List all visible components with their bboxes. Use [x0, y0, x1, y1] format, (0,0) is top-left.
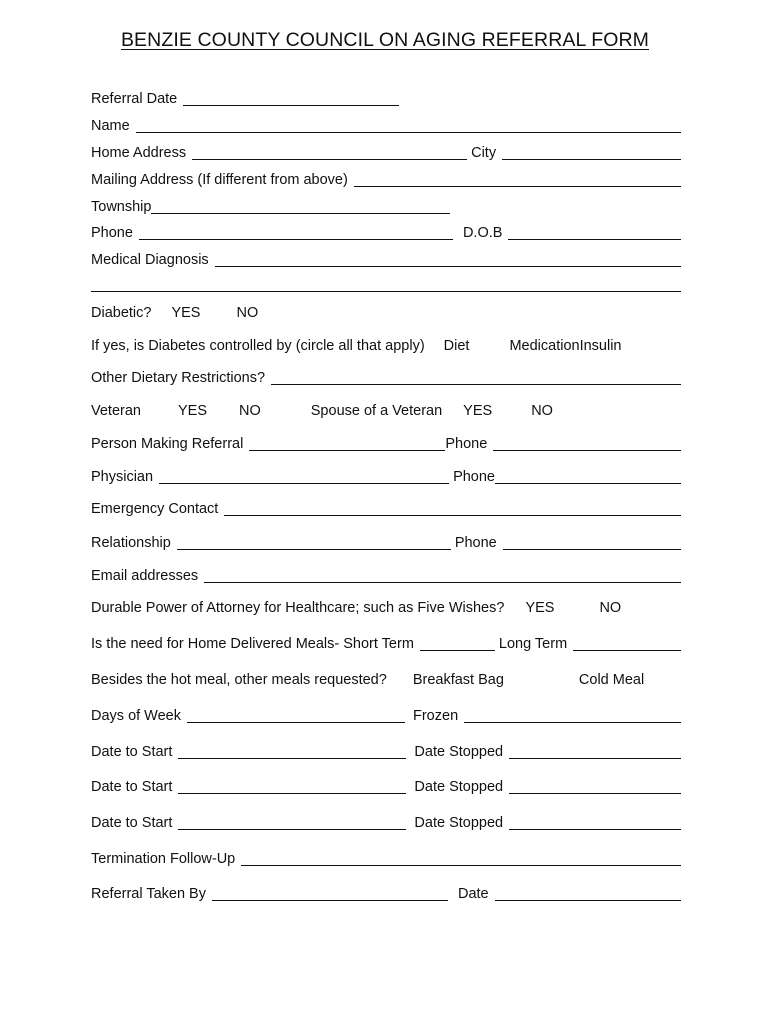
- physician-field[interactable]: [159, 470, 449, 484]
- phone-label: Phone: [91, 225, 133, 241]
- mailing-address-label: Mailing Address (If different from above): [91, 172, 348, 188]
- row-physician: [91, 466, 681, 486]
- row-home-address: [91, 142, 681, 162]
- breakfast-bag-option[interactable]: Breakfast Bag: [412, 672, 504, 688]
- medical-diagnosis-label: Medical Diagnosis: [91, 252, 209, 268]
- referral-date-field[interactable]: [183, 92, 399, 106]
- date-to-start-field-3[interactable]: [178, 816, 406, 830]
- veteran-no-option[interactable]: NO: [239, 403, 261, 419]
- person-making-referral-field[interactable]: [249, 437, 445, 451]
- other-dietary-label: Other Dietary Restrictions?: [91, 370, 266, 386]
- row-referral-date: [91, 88, 681, 108]
- date-to-start-field-2[interactable]: [178, 780, 406, 794]
- mailing-address-field[interactable]: [354, 173, 681, 187]
- row-date-to-start-2: [91, 776, 681, 796]
- poa-no-option[interactable]: NO: [599, 600, 622, 616]
- date-stopped-field-3[interactable]: [509, 816, 681, 830]
- short-term-field[interactable]: [420, 637, 495, 651]
- row-durable-poa: [91, 597, 681, 617]
- row-relationship: [91, 532, 681, 552]
- referrer-phone-field[interactable]: [493, 437, 681, 451]
- diabetic-label: Diabetic?: [91, 305, 152, 321]
- township-field[interactable]: [151, 200, 450, 214]
- referral-date-label: Referral Date: [91, 91, 178, 107]
- home-address-field[interactable]: [192, 146, 467, 160]
- diabetes-controlled-label: If yes, is Diabetes controlled by (circle all that apply): [91, 338, 425, 354]
- date-stopped-label: Date Stopped: [414, 744, 504, 760]
- durable-poa-label: Durable Power of Attorney for Healthcare; such as Five Wishes?: [91, 600, 505, 616]
- row-date-to-start-3: [91, 812, 681, 832]
- relationship-label: Relationship: [91, 535, 171, 551]
- date-to-start-label: Date to Start: [91, 779, 173, 795]
- spouse-veteran-no-option[interactable]: NO: [531, 403, 553, 419]
- date-stopped-label: Date Stopped: [414, 779, 504, 795]
- medical-diagnosis-field-line2[interactable]: [91, 278, 681, 292]
- physician-phone-label: Phone: [453, 469, 495, 485]
- medical-diagnosis-field[interactable]: [215, 253, 681, 267]
- row-date-to-start-1: [91, 741, 681, 761]
- person-making-referral-label: Person Making Referral: [91, 436, 244, 452]
- city-label: City: [471, 145, 497, 161]
- home-address-label: Home Address: [91, 145, 187, 161]
- referrer-phone-label: Phone: [445, 436, 488, 452]
- date-stopped-field-2[interactable]: [509, 780, 681, 794]
- emergency-contact-field[interactable]: [224, 502, 681, 516]
- days-of-week-label: Days of Week: [91, 708, 181, 724]
- emergency-contact-label: Emergency Contact: [91, 501, 219, 517]
- date-to-start-label: Date to Start: [91, 744, 173, 760]
- relationship-phone-field[interactable]: [503, 536, 681, 550]
- row-email: [91, 565, 681, 585]
- physician-phone-field[interactable]: [495, 470, 681, 484]
- name-label: Name: [91, 118, 130, 134]
- frozen-label: Frozen: [413, 708, 459, 724]
- row-referral-taken-by: [91, 883, 681, 903]
- row-emergency-contact: [91, 498, 681, 518]
- name-field[interactable]: [136, 119, 681, 133]
- row-township: [91, 196, 681, 216]
- row-diabetes-controlled: [91, 335, 681, 355]
- dob-field[interactable]: [508, 226, 681, 240]
- row-person-making-referral: [91, 433, 681, 453]
- row-veteran: [91, 400, 681, 420]
- email-addresses-label: Email addresses: [91, 568, 199, 584]
- taken-date-label: Date: [457, 886, 489, 902]
- row-mailing-address: [91, 169, 681, 189]
- relationship-field[interactable]: [177, 536, 451, 550]
- termination-followup-field[interactable]: [241, 852, 681, 866]
- city-field[interactable]: [502, 146, 681, 160]
- row-other-dietary: [91, 367, 681, 387]
- row-termination-followup: [91, 848, 681, 868]
- veteran-yes-option[interactable]: YES: [178, 403, 208, 419]
- physician-label: Physician: [91, 469, 154, 485]
- home-delivered-meals-label: Is the need for Home Delivered Meals- Short Term: [91, 636, 414, 652]
- row-days-of-week: [91, 705, 681, 725]
- date-to-start-field-1[interactable]: [178, 745, 406, 759]
- row-other-meals: [91, 669, 681, 689]
- medication-option[interactable]: Medication: [509, 338, 580, 354]
- taken-date-field[interactable]: [495, 887, 681, 901]
- relationship-phone-label: Phone: [454, 535, 497, 551]
- spouse-veteran-label: Spouse of a Veteran: [310, 403, 443, 419]
- veteran-label: Veteran: [91, 403, 141, 419]
- long-term-field[interactable]: [573, 637, 681, 651]
- other-meals-label: Besides the hot meal, other meals requested?: [91, 672, 387, 688]
- referral-taken-by-field[interactable]: [212, 887, 448, 901]
- email-addresses-field[interactable]: [204, 569, 681, 583]
- long-term-label: Long Term: [498, 636, 568, 652]
- diabetic-no-option[interactable]: NO: [236, 305, 259, 321]
- termination-followup-label: Termination Follow-Up: [91, 851, 236, 867]
- row-medical-diagnosis-continued: [91, 274, 681, 294]
- days-of-week-field[interactable]: [187, 709, 405, 723]
- row-phone: [91, 222, 681, 242]
- row-medical-diagnosis: [91, 249, 681, 269]
- row-name: [91, 115, 681, 135]
- referral-taken-by-label: Referral Taken By: [91, 886, 206, 902]
- diet-option[interactable]: Diet: [443, 338, 470, 354]
- diabetic-yes-option[interactable]: YES: [171, 305, 201, 321]
- date-stopped-field-1[interactable]: [509, 745, 681, 759]
- cold-meal-option[interactable]: Cold Meal: [578, 672, 645, 688]
- other-dietary-field[interactable]: [271, 371, 681, 385]
- phone-field[interactable]: [139, 226, 453, 240]
- date-stopped-label: Date Stopped: [414, 815, 504, 831]
- date-to-start-label: Date to Start: [91, 815, 173, 831]
- insulin-option[interactable]: Insulin: [579, 338, 622, 354]
- spouse-veteran-yes-option[interactable]: YES: [463, 403, 493, 419]
- form-title: BENZIE COUNTY COUNCIL ON AGING REFERRAL FORM: [120, 29, 650, 51]
- row-diabetic: [91, 302, 681, 322]
- poa-yes-option[interactable]: YES: [525, 600, 555, 616]
- dob-label: D.O.B: [462, 225, 503, 241]
- row-home-delivered-meals: [91, 633, 681, 653]
- township-label: Township: [91, 199, 152, 215]
- frozen-field[interactable]: [464, 709, 681, 723]
